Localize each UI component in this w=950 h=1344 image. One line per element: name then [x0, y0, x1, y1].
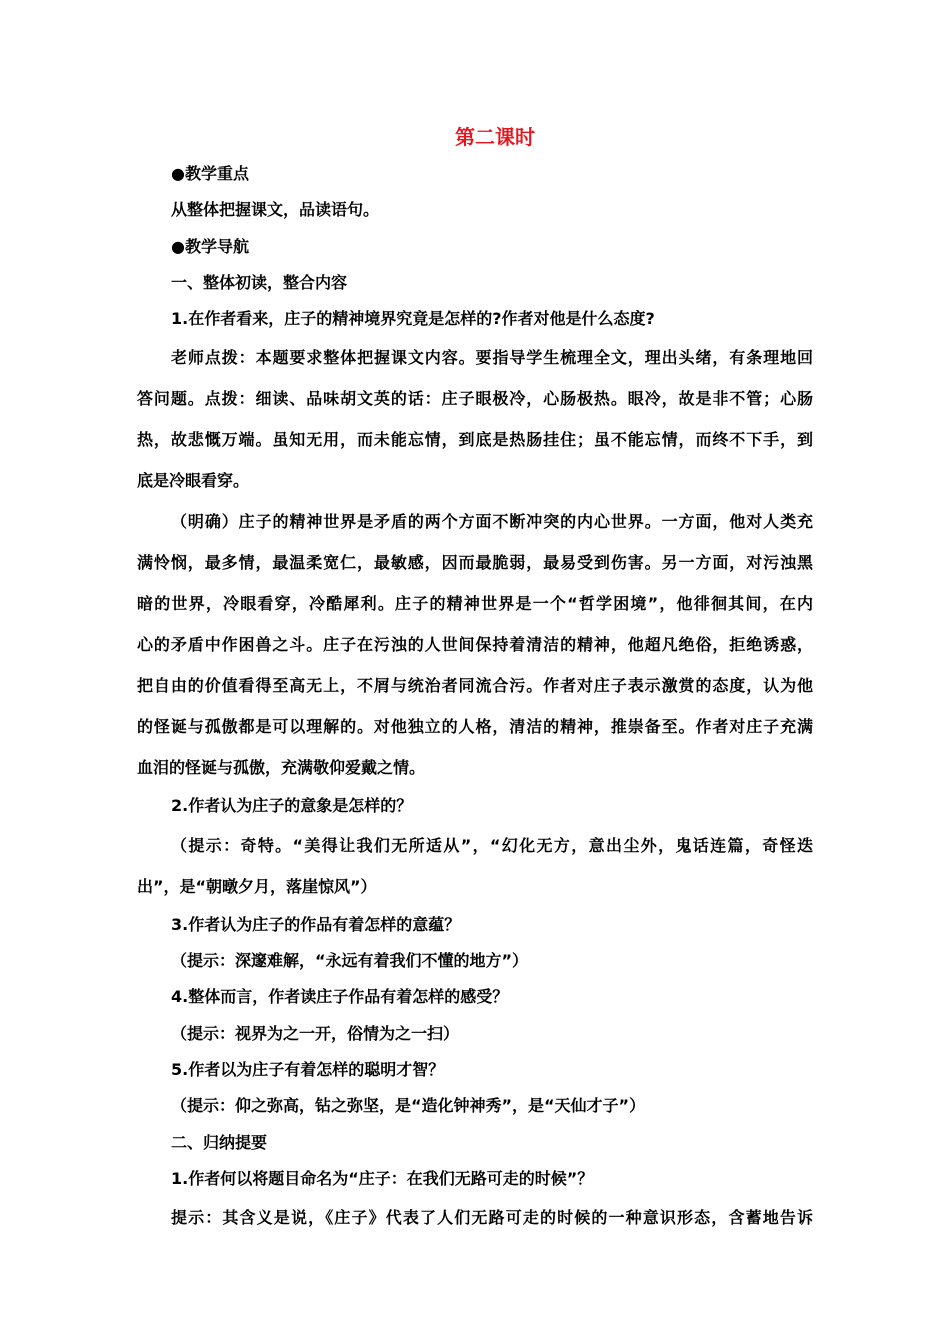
question-1-answer-line: 的怪诞与孤傲都是可以理解的。对他独立的人格，清洁的精神，推崇备至。作者对庄子充满	[137, 717, 813, 737]
guide-heading: ●教学导航	[171, 236, 249, 256]
question-3: 3.作者认为庄子的作品有着怎样的意蕴？	[171, 914, 461, 934]
question-1-answer-line: 把自由的价值看得至高无上，不屑与统治者同流合污。作者对庄子表示激赏的态度，认为他	[137, 676, 813, 696]
question-4-hint: （提示：视界为之一开，俗情为之一扫）	[171, 1023, 460, 1043]
focus-heading: ●教学重点	[171, 164, 249, 183]
question-1: 1.在作者看来，庄子的精神境界究竟是怎样的?作者对他是什么态度?	[171, 309, 655, 329]
question-2-hint	[137, 825, 813, 907]
question-3-hint: （提示：深邃难解，“永远有着我们不懂的地方”）	[171, 951, 529, 971]
question-4: 4.整体而言，作者读庄子作品有着怎样的感受？	[171, 987, 509, 1007]
question-1-hint	[137, 337, 813, 501]
question-1-answer	[137, 501, 813, 788]
question-1-answer-line: （明确）庄子的精神世界是矛盾的两个方面不断冲突的内心世界。一方面，他对人类充	[171, 512, 813, 532]
focus-text: 从整体把握课文，品读语句。	[171, 200, 380, 220]
question-1-answer-line: 满怜悯，最多情，最温柔宽仁，最敏感，因而最脆弱，最易受到伤害。另一方面，对污浊黑	[137, 553, 813, 573]
question-1-hint-line: 答问题。点拨：细读、品味胡文英的话：庄子眼极冷，心肠极热。眼冷，故是非不管；心肠	[137, 389, 813, 409]
document-page	[137, 118, 813, 1238]
question-2: 2.作者认为庄子的意象是怎样的？	[171, 796, 413, 816]
question-5-hint: （提示：仰之弥高，钻之弥坚，是“造化钟神秀”，是“天仙才子”）	[171, 1096, 646, 1116]
question-1-answer-line: 血泪的怪诞与孤傲，充满敬仰爱戴之情。	[137, 758, 426, 778]
question-1-hint-line: 底是冷眼看穿。	[137, 471, 250, 491]
page-title: 第二课时	[455, 125, 535, 149]
question-5: 5.作者以为庄子有着怎样的聪明才智？	[171, 1059, 445, 1079]
question-1-answer-line: 心的矛盾中作困兽之斗。庄子在污浊的人世间保持着清洁的精神，他超凡绝俗，拒绝诱惑，	[137, 635, 813, 655]
part2-question-1-hint: 提示：其含义是说，《庄子》代表了人们无路可走的时候的一种意识形态，含蓄地告诉	[171, 1208, 813, 1228]
question-1-hint-line: 热，故悲慨万端。虽知无用，而未能忘情，到底是热肠挂住；虽不能忘情，而终不下手，到	[137, 430, 813, 450]
question-2-hint-line: （提示：奇特。“美得让我们无所适从”，“幻化无方，意出尘外，鬼话连篇，奇怪迭	[171, 835, 813, 855]
part1-heading: 一、整体初读，整合内容	[171, 272, 348, 292]
question-1-hint-line: 老师点拨：本题要求整体把握课文内容。要指导学生梳理全文，理出头绪，有条理地回	[171, 348, 813, 368]
part2-question-1: 1.作者何以将题目命名为“庄子：在我们无路可走的时候”？	[171, 1168, 594, 1188]
part2-heading: 二、归纳提要	[171, 1132, 268, 1152]
question-1-answer-line: 暗的世界，冷眼看穿，冷酷犀利。庄子的精神世界是一个“哲学困境”，他徘徊其间，在内	[137, 594, 813, 614]
question-2-hint-line: 出”，是“朝暾夕月，落崖惊风”）	[137, 876, 377, 896]
